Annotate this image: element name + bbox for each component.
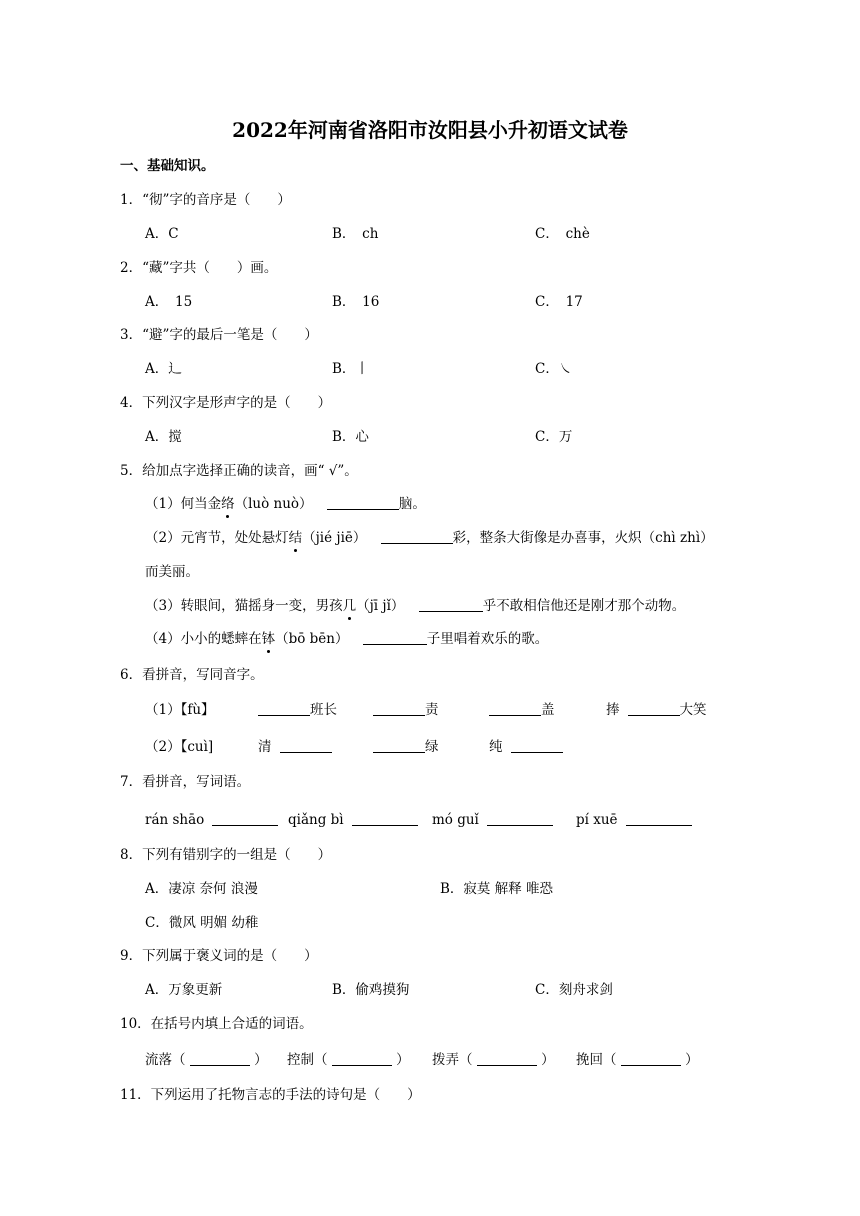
question-3-option-b[interactable]: B．丨 (332, 361, 369, 377)
question-3-option-a[interactable]: A．⻌ (145, 361, 182, 377)
row-1-blank-1[interactable] (258, 701, 310, 716)
word-4: 挽回 (576, 1052, 603, 1068)
question-2-stem: 2．“藏”字共（ ）画。 (120, 260, 278, 276)
row-1-word-3-text: 盖 (541, 702, 555, 718)
question-4-option-a[interactable]: A．搅 (145, 429, 182, 445)
question-5-item-1 (145, 494, 426, 514)
item-3-text-after: 乎不敢相信他还是刚才那个动物。 (482, 598, 686, 614)
question-8-option-a[interactable]: A．凄凉 奈何 浪漫 (145, 881, 258, 897)
question-4-option-c[interactable]: C．万 (535, 429, 573, 445)
question-4-stem: 4．下列汉字是形声字的是（ ） (120, 395, 332, 411)
row-2-word-3-prefix: 纯 (489, 739, 503, 755)
pinyin-4: pí xuē (576, 812, 618, 828)
section-heading: 一、基础知识。 (120, 158, 215, 174)
question-9-option-b[interactable]: B．偷鸡摸狗 (332, 982, 410, 998)
question-6-row-2-label: （2）【cuì] (145, 739, 214, 755)
question-8-option-c[interactable]: C．微风 明媚 幼稚 (145, 915, 259, 931)
item-1-text: （1）何当金 (145, 496, 222, 512)
row-1-word-4-prefix: 捧 (606, 702, 620, 718)
row-1-blank-4[interactable] (628, 701, 680, 716)
word-2: 控制 (287, 1052, 314, 1068)
question-1-option-a[interactable]: A．C (145, 226, 179, 242)
word-3: 拨弄 (432, 1052, 459, 1068)
question-5-stem: 5．给加点字选择正确的读音，画“ √”。 (120, 463, 358, 479)
question-6-row-1-label: （1）【fù】 (145, 702, 215, 718)
question-4-option-b[interactable]: B．心 (332, 429, 369, 445)
question-11-stem: 11．下列运用了托物言志的手法的诗句是（ ） (120, 1087, 421, 1103)
fill-blank-4[interactable] (621, 1051, 681, 1066)
pinyin-3: mó guǐ (432, 812, 479, 828)
item-1-blank[interactable] (327, 495, 399, 510)
item-1-dotted-char: 络 (221, 496, 235, 512)
item-4-dotted-char: 钵 (261, 631, 276, 647)
question-1-option-c[interactable]: C． chè (535, 226, 590, 242)
item-1-pinyin-choices[interactable]: （luò nuò） (234, 496, 313, 512)
question-5-item-3 (145, 596, 685, 616)
exam-title: 2022年河南省洛阳市汝阳县小升初语文试卷 (232, 118, 628, 142)
question-7-item-4 (576, 810, 692, 830)
item-3-dotted-char: 几 (342, 598, 357, 614)
pinyin-1: rán shāo (145, 812, 205, 828)
pinyin-2: qiǎng bì (288, 812, 344, 828)
question-6-row-1-word-1 (258, 700, 337, 720)
question-8-option-b[interactable]: B．寂莫 解释 唯恐 (440, 881, 554, 897)
word-blank-1[interactable] (212, 811, 278, 826)
question-6-stem: 6．看拼音，写同音字。 (120, 667, 264, 683)
question-3-stem: 3．“避”字的最后一笔是（ ） (120, 327, 318, 343)
word-blank-3[interactable] (487, 811, 553, 826)
item-3-text: （3）转眼间，猫摇身一变，男孩 (145, 598, 343, 614)
question-10-stem: 10．在括号内填上合适的词语。 (120, 1016, 313, 1032)
item-3-pinyin-choices[interactable]: （jī jǐ） (356, 598, 405, 614)
row-2-word-1-prefix: 清 (258, 739, 272, 755)
question-10-item-4: 挽回（ ） (576, 1052, 699, 1068)
row-2-blank-1[interactable] (280, 738, 332, 753)
item-2-dotted-char: 结 (288, 530, 303, 546)
question-6-row-2-word-3 (489, 737, 563, 757)
item-1-text-after: 脑。 (398, 496, 426, 512)
item-2-text: （2）元宵节，处处悬灯 (145, 530, 289, 546)
question-2-option-b[interactable]: B． 16 (332, 294, 380, 310)
question-10-item-3: 拨弄（ ） (432, 1052, 555, 1068)
item-3-blank[interactable] (419, 597, 483, 612)
question-7-stem: 7．看拼音，写词语。 (120, 774, 251, 790)
question-9-option-c[interactable]: C．刻舟求剑 (535, 982, 613, 998)
row-2-blank-2[interactable] (373, 738, 425, 753)
item-4-blank[interactable] (363, 630, 427, 645)
row-1-blank-2[interactable] (373, 701, 425, 716)
question-10-item-1: 流落（ ） (145, 1052, 268, 1068)
question-5-item-2 (145, 528, 714, 548)
item-4-text: （4）小小的蟋蟀在 (145, 631, 262, 647)
row-1-blank-3[interactable] (489, 701, 541, 716)
question-1-option-b[interactable]: B． ch (332, 226, 379, 242)
question-6-row-2-word-1 (258, 737, 332, 757)
question-7-item-2 (288, 810, 418, 830)
question-1-stem: 1．“彻”字的音序是（ ） (120, 192, 291, 208)
question-10-item-2: 控制（ ） (287, 1052, 410, 1068)
question-3-option-c[interactable]: C．㇏ (535, 361, 573, 377)
row-1-word-1-text: 班长 (310, 702, 337, 718)
question-6-row-1-word-4 (606, 700, 707, 720)
question-9-stem: 9．下列属于褒义词的是（ ） (120, 948, 318, 964)
fill-blank-2[interactable] (332, 1051, 392, 1066)
word-blank-2[interactable] (352, 811, 418, 826)
question-6-row-1-word-3 (489, 700, 555, 720)
word-1: 流落 (145, 1052, 172, 1068)
fill-blank-3[interactable] (477, 1051, 537, 1066)
question-6-row-1-word-2 (373, 700, 439, 720)
row-1-word-4-text: 大笑 (679, 702, 707, 718)
item-4-text-after: 子里唱着欢乐的歌。 (426, 631, 549, 647)
question-9-option-a[interactable]: A．万象更新 (145, 982, 223, 998)
question-7-item-3 (432, 810, 553, 830)
item-2-continuation: 而美丽。 (145, 564, 199, 580)
item-2-text-after: 彩，整条大街像是办喜事，火炽（chì zhì） (452, 530, 714, 546)
question-2-option-c[interactable]: C． 17 (535, 294, 583, 310)
question-8-stem: 8．下列有错别字的一组是（ ） (120, 847, 332, 863)
row-2-word-2-text: 绿 (425, 739, 439, 755)
item-2-blank[interactable] (381, 529, 453, 544)
question-2-option-a[interactable]: A． 15 (145, 294, 193, 310)
word-blank-4[interactable] (626, 811, 692, 826)
row-1-word-2-text: 责 (425, 702, 439, 718)
row-2-blank-3[interactable] (511, 738, 563, 753)
fill-blank-1[interactable] (190, 1051, 250, 1066)
item-4-pinyin-choices[interactable]: （bō bēn） (275, 631, 349, 647)
item-2-pinyin-choices[interactable]: （jié jiē） (302, 530, 367, 546)
question-7-item-1 (145, 810, 278, 830)
question-5-item-4 (145, 629, 548, 649)
question-6-row-2-word-2 (373, 737, 439, 757)
